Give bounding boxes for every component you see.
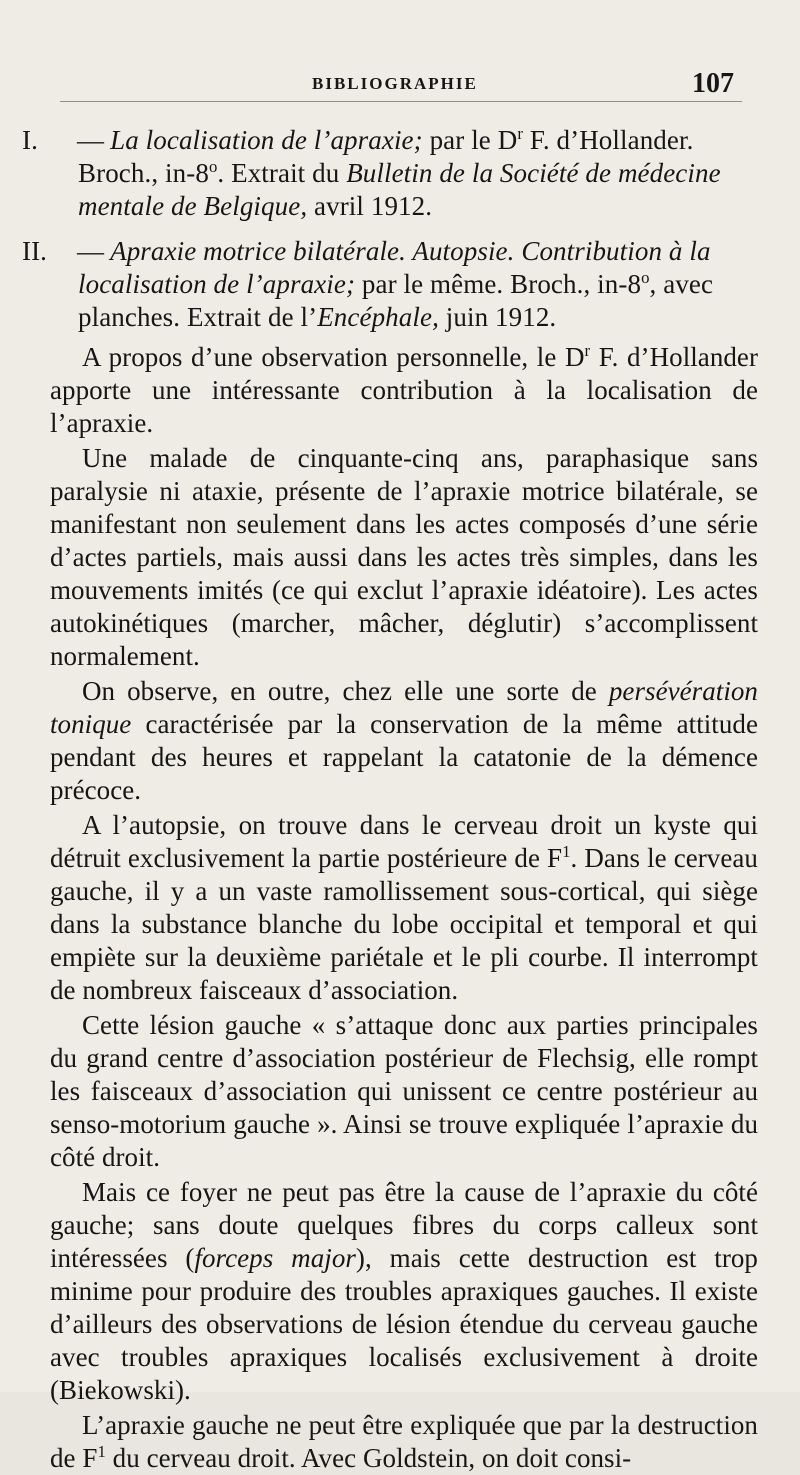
header-rule xyxy=(60,101,742,102)
bibliography-entry-2 xyxy=(22,235,758,334)
superscript: r xyxy=(584,341,591,360)
paragraph-7 xyxy=(50,1409,758,1475)
page-number: 107 xyxy=(692,68,734,99)
paragraph-text: caractérisée par la conservation de la même attitude pendant des heures et rappelant la catatonie de la démence précoce. xyxy=(50,709,758,805)
paragraph-text: ), mais cette destruction est trop minime pour produire des troubles apraxiques gauches. Il existe d’ailleurs des observations de lésion étendue du cerveau gauche avec troubles apraxiques localisés exclusivement à droite (Biekowski). xyxy=(50,1243,758,1405)
paragraph-text: du cerveau droit. Avec Goldstein, on doit consi- xyxy=(105,1443,632,1473)
page-content xyxy=(22,124,759,1475)
entry-text: . Extrait du xyxy=(217,158,347,188)
superscript: 1 xyxy=(97,1442,106,1461)
paragraph-5: Cette lésion gauche « s’attaque donc aux parties principales du grand centre d’association postérieur de Flechsig, elle rompt les faisceaux d’association qui unissent ce centre postérieur au senso-motorium gauche ». Ainsi se trouve expliquée l’apraxie du côté droit. xyxy=(50,1010,758,1172)
paragraph-6 xyxy=(50,1176,758,1407)
entry-number: II. xyxy=(22,236,48,266)
paragraph-2: Une malade de cinquante-cinq ans, paraphasique sans paralysie ni ataxie, présente de l’apraxie motrice bilatérale, se manifestant non seulement dans les actes composés d’une série d’actes partiels, mais aussi dans les actes très simples, dans les mouvements imités (ce qui exclut l’apraxie idéatoire). Les actes autokinétiques (marcher, mâcher, déglutir) s’accomplissent normalement. xyxy=(50,443,758,671)
entry-text: , avec planches. Extrait de l’ xyxy=(78,269,714,332)
entry-dash: — xyxy=(77,125,105,155)
paragraph-4 xyxy=(50,809,758,1007)
italic-phrase: persévération tonique xyxy=(50,676,758,739)
paragraph-text: F. d’Hollander apporte une intéressante contribution à la localisation de l’apraxie. xyxy=(50,342,759,438)
paragraph-text: On observe, en outre, chez elle une sorte de xyxy=(82,676,609,706)
bibliography-entry-1 xyxy=(22,124,758,223)
entry-title: Apraxie motrice bilatérale. Autopsie. Contribution à la localisation de l’apraxie; xyxy=(78,236,711,299)
entry-dash: — xyxy=(77,236,105,266)
entry-text: F. d’Hollander. Broch., in-8 xyxy=(78,125,694,188)
journal-title: Encéphale, xyxy=(317,302,439,332)
entry-text: avril 1912. xyxy=(307,191,433,221)
superscript: o xyxy=(641,268,650,287)
italic-phrase: forceps major xyxy=(194,1243,356,1273)
entry-number: I. xyxy=(22,125,38,155)
journal-title: Bulletin de la Société de médecine mentale de Belgique, xyxy=(78,158,721,221)
paragraph-1 xyxy=(50,341,758,440)
running-head xyxy=(60,70,742,106)
paragraph-text: L’apraxie gauche ne peut être expliquée que par la destruction de F xyxy=(50,1410,758,1473)
superscript: 1 xyxy=(562,842,571,861)
paragraph-text: . Dans le cerveau gauche, il y a un vaste ramollissement sous-cortical, qui siège dans la substance blanche du lobe occipital et temporal et qui empiète sur la deuxième pariétale et le pli courbe. Il interrompt de nombreux faisceaux d’association. xyxy=(50,843,758,1005)
entry-text: par le D xyxy=(422,125,518,155)
entry-text: juin 1912. xyxy=(438,302,557,332)
running-title: BIBLIOGRAPHIE xyxy=(312,74,478,93)
paragraph-text: A l’autopsie, on trouve dans le cerveau droit un kyste qui détruit exclusivement la partie postérieure de F xyxy=(50,810,758,873)
superscript: r xyxy=(517,124,524,143)
superscript: o xyxy=(208,157,218,176)
paragraph-3 xyxy=(50,675,758,807)
paragraph-text: A propos d’une observation personnelle, le D xyxy=(82,342,585,372)
paragraph-text: Mais ce foyer ne peut pas être la cause de l’apraxie du côté gauche; sans doute quelques fibres du corps calleux sont intéressées ( xyxy=(50,1177,758,1273)
entry-title: La localisation de l’apraxie; xyxy=(110,125,423,155)
entry-text: par le même. Broch., in-8 xyxy=(355,269,642,299)
